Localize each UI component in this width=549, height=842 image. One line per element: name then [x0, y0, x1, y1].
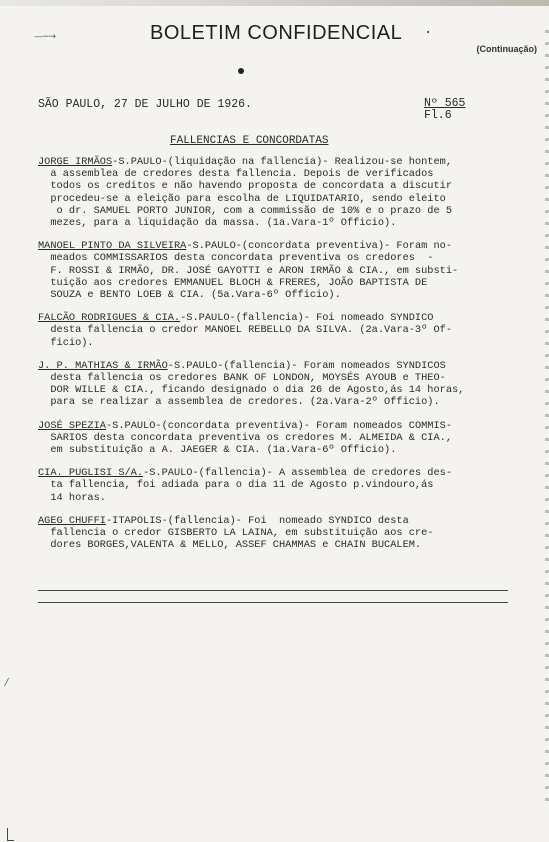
entry	[38, 420, 508, 457]
entry-line: procedeu-se a eleição para escolha de LIQUIDATARIO, sendo eleito	[38, 192, 446, 205]
entry-name: JORGE IRMÃOS	[38, 156, 113, 168]
entry-line: para se realizar a assemblea de credores. (2a.Vara-2º Officio).	[38, 396, 440, 409]
header-dot: ·	[424, 25, 433, 41]
entry-name: MANOEL PINTO DA SILVEIRA	[38, 240, 187, 253]
date-line: SÃO PAULO, 27 DE JULHO DE 1926.	[38, 98, 252, 111]
bulletin-number: Nº 565	[424, 97, 466, 110]
entry-line: a assemblea de credores desta fallencia. Depois de verificados	[38, 168, 434, 181]
entry-line: mezes, para a liquidação da massa. (1a.Vara-1º Officio).	[38, 217, 397, 230]
page-title: BOLETIM CONFIDENCIAL	[150, 22, 403, 44]
entry	[38, 467, 508, 504]
header-mark: —−→	[34, 32, 56, 42]
entry-line: -S.PAULO-(fallencia)- A assemblea de credores des-	[143, 467, 453, 480]
entry-name: JOSÉ SPEZIA	[38, 419, 106, 432]
entry-name: AGEG CHUFFI	[38, 514, 106, 527]
entry-line: fallencia o credor GISBERTO LA LAINA, em substituição aos cre-	[38, 527, 434, 540]
scan-right-edge	[545, 30, 549, 810]
entry-line: -S.PAULO-(concordata preventiva)- Foram no-	[186, 240, 453, 253]
corner-mark	[7, 828, 14, 841]
divider-line	[38, 590, 508, 591]
entry-line: em substituição a A. JAEGER & CIA. (1a.Vara-6º Officio).	[38, 444, 397, 457]
entry-line: meados COMMISSARIOS desta concordata preventiva os credores -	[38, 252, 434, 265]
bullet-mark	[238, 68, 244, 74]
entry-line: ta fallencia, foi adiada para o dia 11 de Agosto p.vindouro,ás	[38, 479, 434, 492]
entry-line: desta fallencia o credor MANOEL REBELLO DA SILVA. (2a.Vara-3º Of-	[38, 324, 453, 337]
entry-line: -S.PAULO-(fallencia)- Foram nomeados SYNDICOS	[167, 359, 446, 372]
continuation-label: (Continuação)	[476, 44, 537, 54]
entry-line: dores BORGES,VALENTA & MELLO, ASSEF CHAMMAS e CHAIN BUCALEM.	[38, 539, 422, 552]
entry-name: J. P. MATHIAS & IRMÃO	[38, 359, 168, 372]
entry	[38, 156, 508, 229]
entries-list	[38, 156, 508, 562]
entry-line: SOUZA e BENTO LOEB & CIA. (5a.Vara-6º Officio).	[38, 289, 341, 302]
entry-name: FALCÃO RODRIGUES & CIA.	[38, 312, 181, 325]
entry-line: ficio).	[38, 336, 94, 349]
entry-line: -S.PAULO-(liquidação na fallencia)- Realizou-se hontem,	[112, 156, 453, 168]
divider-line	[38, 602, 508, 603]
section-title: FALLENCIAS E CONCORDATAS	[170, 135, 329, 147]
folio-number: Fl.6	[424, 109, 452, 122]
entry-line: o dr. SAMUEL PORTO JUNIOR, com a commissão de 10% e o prazo de 5	[38, 204, 453, 217]
entry	[38, 360, 508, 409]
entry-name: CIA. PUGLISI S/A.	[38, 467, 144, 480]
entry-line: 14 horas.	[38, 491, 106, 504]
document-number	[424, 98, 465, 122]
entry-line: -ITAPOLIS-(fallencia)- Foi nomeado SYNDICO desta	[105, 514, 409, 527]
entry-line: DOR WILLE & CIA., ficando designado o dia 26 de Agosto,ás 14 horas,	[38, 384, 465, 397]
entry-line: F. ROSSI & IRMÃO, DR. JOSÉ GAYOTTI e ARON IRMÃO & CIA., em substi-	[38, 264, 459, 277]
scan-top-edge	[0, 0, 549, 6]
entry-line: desta fallencia os credores BANK OF LONDON, MOYSÉS AYOUB e THEO-	[38, 372, 446, 385]
margin-mark: ⁄	[3, 676, 11, 690]
entry-line: tuição aos credores EMMANUEL BLOCH & FRERES, JOÃO BAPTISTA DE	[38, 276, 428, 289]
entry	[38, 515, 508, 552]
entry-line: SARIOS desta concordata preventiva os credores M. ALMEIDA & CIA.,	[38, 431, 453, 444]
entry	[38, 312, 508, 349]
entry-line: todos os creditos e não havendo proposta de concordata a discutir	[38, 180, 453, 193]
entry	[38, 240, 508, 301]
entry-line: -S.PAULO-(fallencia)- Foi nomeado SYNDICO	[180, 312, 434, 325]
entry-line: -S.PAULO-(concordata preventiva)- Foram nomeados COMMIS-	[105, 419, 453, 432]
